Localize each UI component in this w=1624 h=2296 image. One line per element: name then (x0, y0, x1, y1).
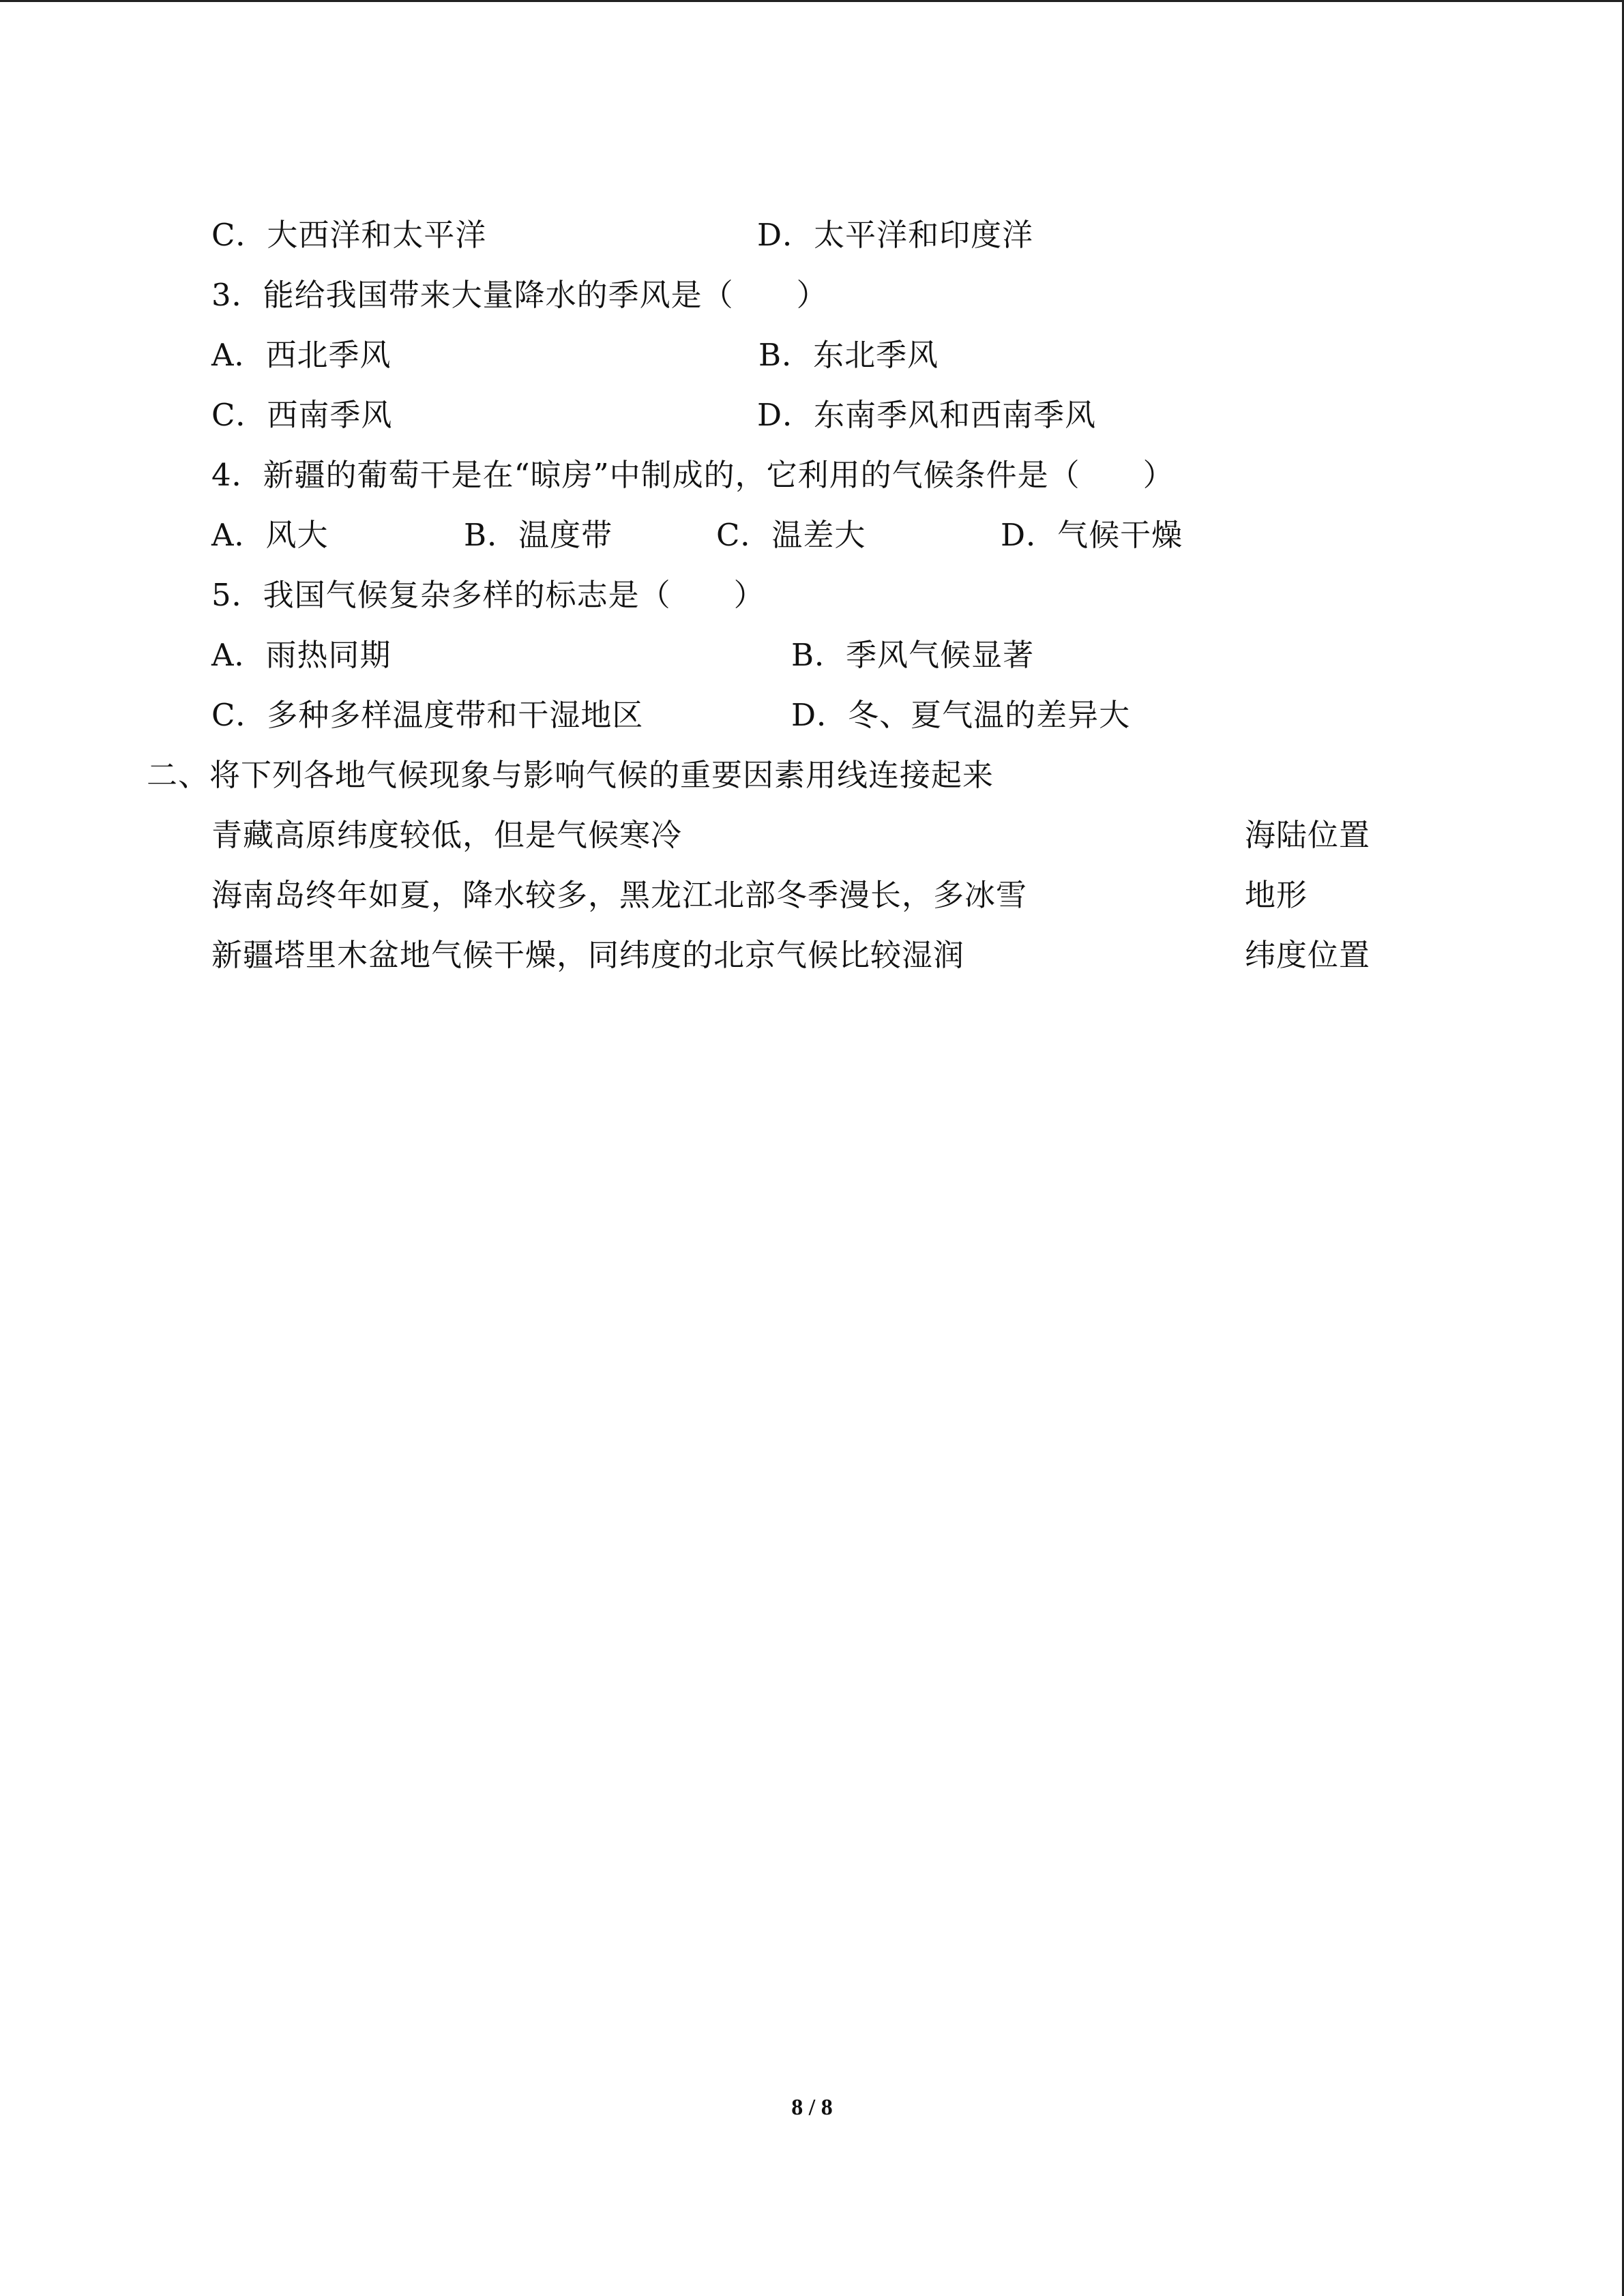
q5-option-d: D．冬、夏气温的差异大 (791, 697, 1131, 733)
q4-option-b: B．温度带 (464, 517, 613, 553)
factor-1: 海陆位置 (1245, 817, 1371, 853)
q3-option-c: C．西南季风 (211, 397, 393, 433)
q5-option-b: B．季风气候显著 (791, 637, 1035, 673)
q2-option-c: C．大西洋和太平洋 (211, 217, 487, 253)
q3-option-b: B．东北季风 (758, 337, 939, 373)
phenomenon-1: 青藏高原纬度较低，但是气候寒冷 (211, 817, 683, 853)
factor-2: 地形 (1245, 877, 1308, 913)
q4-stem: 4．新疆的葡萄干是在“晾房”中制成的，它利用的气候条件是（ ） (211, 457, 1175, 493)
q3-option-a: A．西北季风 (211, 337, 392, 373)
q4-option-c: C．温差大 (716, 517, 866, 553)
phenomenon-3: 新疆塔里木盆地气候干燥，同纬度的北京气候比较湿润 (211, 937, 965, 973)
q2-option-d: D．太平洋和印度洋 (757, 217, 1034, 253)
section2-heading: 二、将下列各地气候现象与影响气候的重要因素用线连接起来 (147, 757, 994, 793)
phenomenon-2: 海南岛终年如夏，降水较多，黑龙江北部冬季漫长，多冰雪 (211, 877, 1028, 913)
q5-stem: 5．我国气候复杂多样的标志是（ ） (211, 577, 765, 613)
factor-3: 纬度位置 (1245, 937, 1371, 973)
q4-option-d: D．气候干燥 (1001, 517, 1183, 553)
q3-stem: 3．能给我国带来大量降水的季风是（ ） (211, 277, 828, 313)
page-border-top (0, 0, 1624, 2)
q3-option-d: D．东南季风和西南季风 (757, 397, 1097, 433)
q5-option-a: A．雨热同期 (211, 637, 392, 673)
q4-option-a: A．风大 (211, 517, 329, 553)
page-number: 8 / 8 (791, 2095, 833, 2120)
q5-option-c: C．多种多样温度带和干湿地区 (211, 697, 644, 733)
